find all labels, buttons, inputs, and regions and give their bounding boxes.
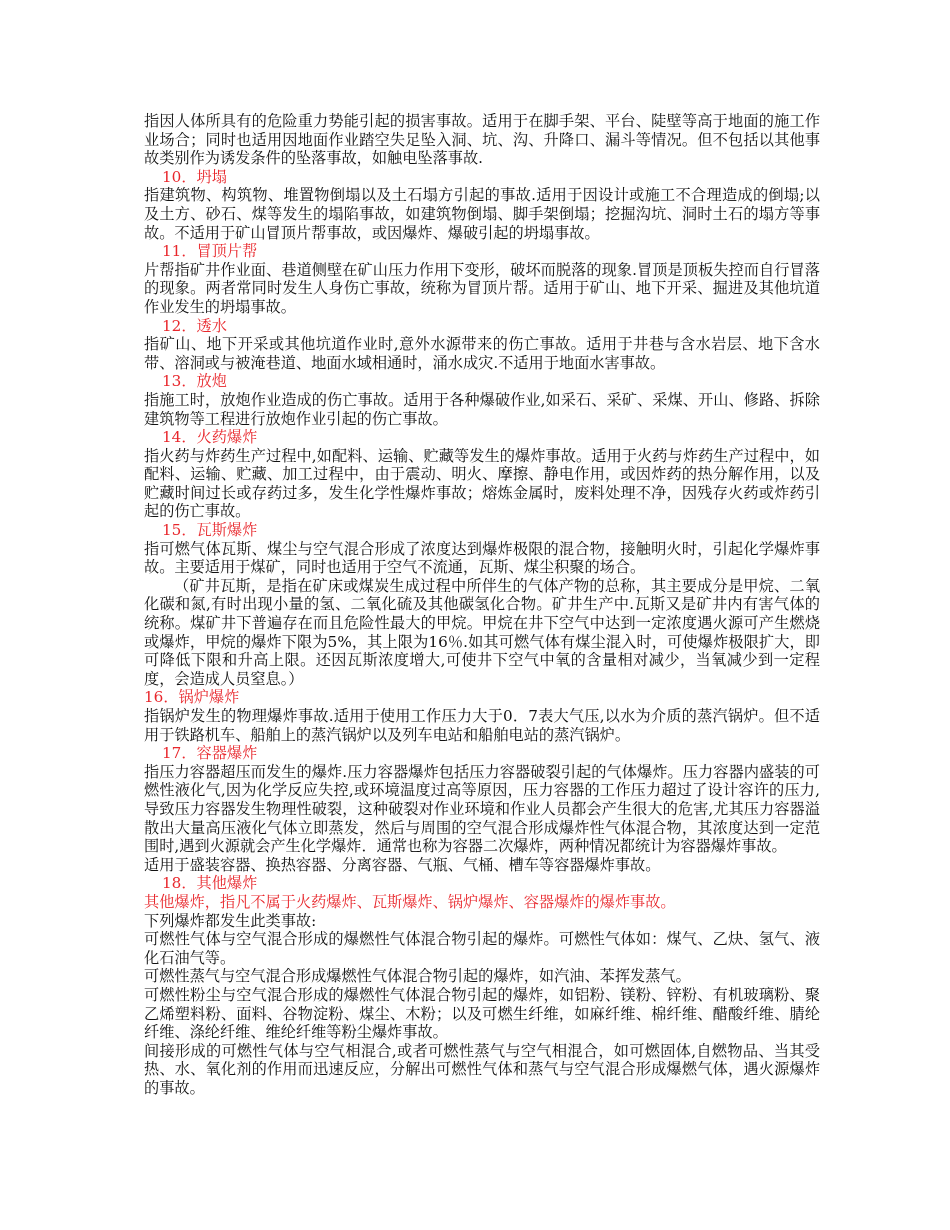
heading-explosive-explosion: 14．火药爆炸 [162,428,258,447]
paragraph-flammable-gas: 可燃性气体与空气混合形成的爆燃性气体混合物引起的爆炸。可燃性气体如：煤气、乙炔、氢气、液化石油气等。 [144,930,820,967]
paragraph-other-intro: 下列爆炸都发生此类事故: [144,911,317,930]
paragraph-boiler-explosion: 指锅炉发生的物理爆炸事故.适用于使用工作压力大于0．7表大气压,以水为介质的蒸汽锅炉。但不适用于铁路机车、船舶上的蒸汽锅炉以及列车电站和船舶电站的蒸汽锅炉。 [144,707,820,744]
heading-vessel-explosion: 17．容器爆炸 [162,744,258,763]
heading-blasting: 13．放炮 [162,372,227,391]
paragraph-fall-definition: 指因人体所具有的危险重力势能引起的损害事故。适用于在脚手架、平台、陡壁等高于地面的施工作业场合；同时也适用因地面作业踏空失足坠入洞、坑、沟、升降口、漏斗等情况。但不包括以其他事故类别作为诱发条件的坠落事故，如触电坠落事故. [144,112,820,168]
paragraph-flammable-dust: 可燃性粉尘与空气混合形成的爆燃性气体混合物引起的爆炸，如铝粉、镁粉、锌粉、有机玻璃粉、聚乙烯塑料粉、面料、谷物淀粉、煤尘、木粉；以及可燃生纤维，如麻纤维、棉纤维、醋酸纤维、腈纶纤维、涤纶纤维、维纶纤维等粉尘爆炸事故。 [144,985,820,1042]
paragraph-explosive-explosion: 指火药与炸药生产过程中,如配料、运输、贮藏等发生的爆炸事故。适用于火药与炸药生产过程中，如配料、运输、贮藏、加工过程中，由于震动、明火、摩擦、静电作用，或因炸药的热分解作用，以及贮藏时间过长或存药过多，发生化学性爆炸事故；熔炼金属时，废料处理不净，因残存火药或炸药引起的伤亡事故。 [144,446,820,521]
heading-gas-explosion: 15．瓦斯爆炸 [162,521,258,540]
heading-boiler-explosion: 16．锅炉爆炸 [144,688,240,707]
heading-roof-fall: 11．冒顶片帮 [162,242,258,261]
heading-collapse: 10．坍塌 [162,167,227,186]
paragraph-water-inrush: 指矿山、地下开采或其他坑道作业时,意外水源带来的伤亡事故。适用于井巷与含水岩层、地下含水带、溶洞或与被淹巷道、地面水域相通时，涌水成灾.不适用于地面水害事故。 [144,335,820,372]
heading-other-explosion: 18．其他爆炸 [162,874,258,893]
paragraph-mine-gas-note: （矿井瓦斯，是指在矿床或煤炭生成过程中所伴生的气体产物的总称，其主要成分是甲烷、二氧化碳和氮,有时出现小量的氢、二氧化硫及其他碳氢化合物。矿井生产中.瓦斯又是矿井内有害气体的统称。煤矿井下普遍存在而且危险性最大的甲烷。甲烷在井下空气中达到一定浓度遇火源可产生燃烧或爆炸，甲烷的爆炸下限为5%，其上限为16％.如其可燃气体有煤尘混入时，可使爆炸极限扩大，即可降低下限和升高上限。还因瓦斯浓度增大,可使井下空气中氧的含量相对减少，当氧减少到一定程度，会造成人员窒息。） [144,576,820,688]
paragraph-gas-explosion: 指可燃气体瓦斯、煤尘与空气混合形成了浓度达到爆炸极限的混合物，接触明火时，引起化学爆炸事故。主要适用于煤矿，同时也适用于空气不流通，瓦斯、煤尘积聚的场合。 [144,539,820,577]
paragraph-collapse: 指建筑物、构筑物、堆置物倒塌以及土石塌方引起的事故.适用于因设计或施工不合理造成的倒塌;以及土方、砂石、煤等发生的塌陷事故，如建筑物倒塌、脚手架倒塌；挖掘沟坑、洞时土石的塌方等事故。不适用于矿山冒顶片帮事故，或因爆炸、爆破引起的坍塌事故。 [144,186,820,242]
document-body [144,112,820,1097]
paragraph-vessel-explosion: 指压力容器超压而发生的爆炸.压力容器爆炸包括压力容器破裂引起的气体爆炸。压力容器内盛装的可燃性液化气,因为化学反应失控,或环境温度过高等原因，压力容器的工作压力超过了设计容许的压力,导致压力容器发生物理性破裂，这种破裂对作业环境和作业人员都会产生很大的危害,尤其压力容器溢散出大量高压液化气体立即蒸发，然后与周围的空气混合形成爆炸性气体混合物，其浓度达到一定范围时,遇到火源就会产生化学爆炸．通常也称为容器二次爆炸，两种情况都统计为容器爆炸事故。 [144,762,820,856]
paragraph-vessel-scope: 适用于盛装容器、换热容器、分离容器、气瓶、气桶、槽车等容器爆炸事故。 [144,855,661,874]
paragraph-flammable-vapor: 可燃性蒸气与空气混合形成爆燃性气体混合物引起的爆炸，如汽油、苯挥发蒸气。 [144,967,691,986]
paragraph-roof-fall: 片帮指矿井作业面、巷道侧壁在矿山压力作用下变形，破坏而脱落的现象.冒顶是顶板失控而自行冒落的现象。两者常同时发生人身伤亡事故，统称为冒顶片帮。适用于矿山、地下开采、掘进及其他坑道作业发生的坍塌事故。 [144,260,820,316]
paragraph-blasting: 指施工时，放炮作业造成的伤亡事故。适用于各种爆破作业,如采石、采矿、采煤、开山、修路、拆除建筑物等工程进行放炮作业引起的伤亡事故。 [144,390,820,428]
heading-water-inrush: 12．透水 [162,316,227,335]
paragraph-indirect-mixture: 间接形成的可燃性气体与空气相混合,或者可燃性蒸气与空气相混合，如可燃固体,自燃物品、当其受热、水、氧化剂的作用而迅速反应，分解出可燃性气体和蒸气与空气混合形成爆燃气体，遇火源爆炸的事故。 [144,1041,820,1097]
paragraph-other-explosion-definition: 其他爆炸，指凡不属于火药爆炸、瓦斯爆炸、锅炉爆炸、容器爆炸的爆炸事故。 [144,892,676,911]
